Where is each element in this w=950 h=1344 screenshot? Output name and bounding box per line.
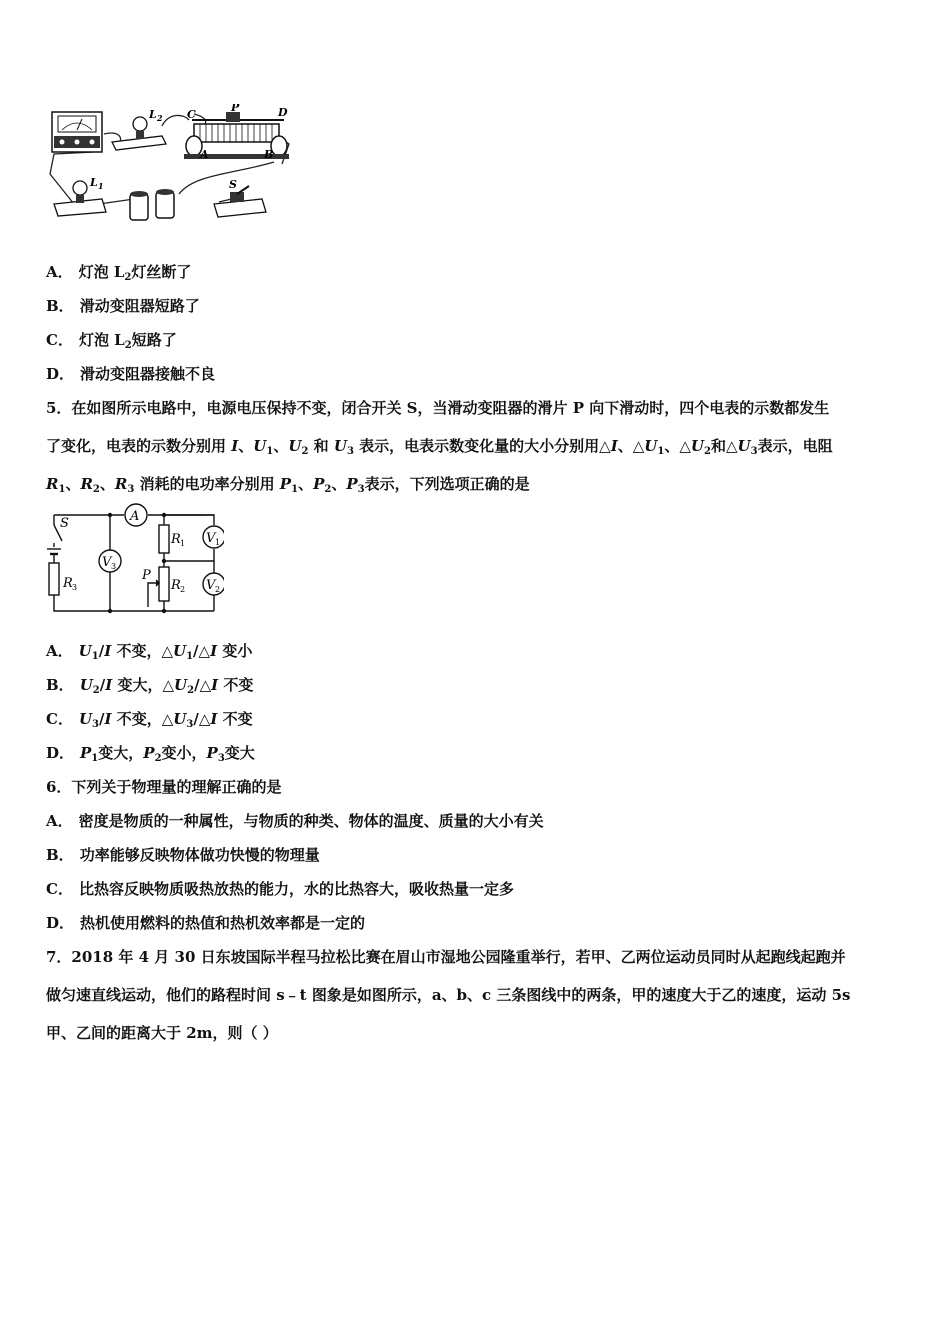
option-label: B． <box>46 297 74 315</box>
svg-text:2: 2 <box>180 585 186 594</box>
r1-label: R <box>171 532 181 547</box>
q4-option-d[interactable]: D． 滑动变阻器接触不良 <box>46 365 216 383</box>
circuit-apparatus-figure <box>44 104 304 229</box>
q6-option-d[interactable]: D． 热机使用燃料的热值和热机效率都是一定的 <box>46 914 366 932</box>
option-label: D． <box>46 365 75 383</box>
q7-stem-line-2: 做匀速直线运动，他们的路程时间 s﹣t 图象是如图所示，a、b、c 三条图线中的两条，甲的速度大于乙的速度，运动 5s <box>46 986 851 1004</box>
q5-option-a[interactable]: A． $U_1/I$ 不变，$\triangle U_1/\triangle I$ 变小 <box>46 642 253 662</box>
ammeter-label: A <box>130 509 140 524</box>
switch-label: S <box>60 516 69 531</box>
label-l1-sub: 1 <box>98 181 104 191</box>
label-l1: L <box>90 176 98 189</box>
slider-p-label: P <box>142 568 151 583</box>
q7-stem-line-3: 甲、乙间的距离大于 2m，则（ ） <box>46 1024 278 1042</box>
circuit-schematic-figure <box>44 503 224 615</box>
q5-stem-line-2: 了变化，电表的示数分别用 I、$U_1$、$U_2$ 和 $U_3$ 表示，电表示数变化量的大小分别用△I、$\triangle U_1$、$\triangle U_2$和$\triangle U_3$表示，电阻 <box>46 437 833 457</box>
svg-text:3: 3 <box>72 583 78 592</box>
option-label: A． <box>46 263 73 281</box>
svg-text:1: 1 <box>180 539 186 548</box>
q7-stem-line-1: 7．2018 年 4 月 30 日东坡国际半程马拉松比赛在眉山市湿地公园隆重举行，若甲、乙两位运动员同时从起跑线起跑并 <box>46 948 846 966</box>
meter-icon <box>52 112 102 152</box>
r2-label: R <box>171 578 181 593</box>
label-s: S <box>229 178 237 191</box>
q5-stem-line-1: 5．在如图所示电路中，电源电压保持不变，闭合开关 S，当滑动变阻器的滑片 P 向下滑动时，四个电表的示数都发生 <box>46 399 830 417</box>
svg-text:3: 3 <box>111 562 117 571</box>
label-c: C <box>187 108 196 121</box>
label-d: D <box>278 106 288 119</box>
q4-option-c[interactable]: C． 灯泡 $L_2$短路了 <box>46 331 177 351</box>
q4-option-a[interactable]: A． 灯泡 $L_2$灯丝断了 <box>46 263 192 283</box>
r3-label: R <box>63 576 73 591</box>
q6-option-c[interactable]: C． 比热容反映物质吸热放热的能力，水的比热容大，吸收热量一定多 <box>46 880 514 898</box>
svg-text:2: 2 <box>215 585 221 594</box>
q6-stem: 6．下列关于物理量的理解正确的是 <box>46 778 282 796</box>
q5-stem-line-3: $R_1$、$R_2$、$R_3$ 消耗的电功率分别用 $P_1$、$P_2$、$P_3$表示，下列选项正确的是 <box>46 475 530 495</box>
option-label: C． <box>46 331 73 349</box>
svg-text:V: V <box>102 555 112 570</box>
svg-text:1: 1 <box>215 538 221 547</box>
label-l2-sub: 2 <box>157 113 163 123</box>
label-l2: L <box>149 108 157 121</box>
svg-text:V: V <box>206 578 216 593</box>
label-b: B <box>264 148 274 161</box>
q5-option-b[interactable]: B． $U_2/I$ 变大，$\triangle U_2/\triangle I$ 不变 <box>46 676 254 696</box>
q5-option-d[interactable]: D． $P_1$变大，$P_2$变小，$P_3$变大 <box>46 744 255 764</box>
svg-text:V: V <box>206 531 216 546</box>
q6-option-a[interactable]: A． 密度是物质的一种属性，与物质的种类、物体的温度、质量的大小有关 <box>46 812 544 830</box>
label-p: P <box>231 104 240 114</box>
q6-option-b[interactable]: B． 功率能够反映物体做功快慢的物理量 <box>46 846 320 864</box>
label-a: A <box>200 148 209 161</box>
q4-option-b[interactable]: B． 滑动变阻器短路了 <box>46 297 200 315</box>
battery-icon <box>130 189 174 220</box>
q5-option-c[interactable]: C． $U_3/I$ 不变，$\triangle U_3/\triangle I$ 不变 <box>46 710 253 730</box>
